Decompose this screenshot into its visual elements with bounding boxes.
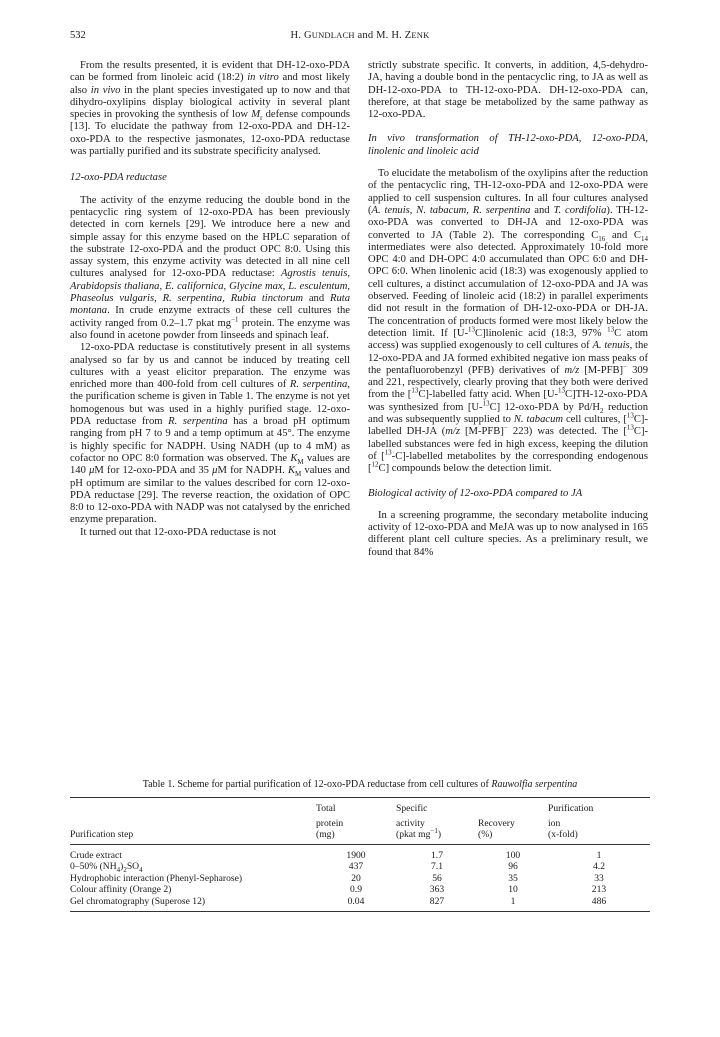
table-cell: 437 — [348, 861, 364, 872]
table-cell: 7.1 — [431, 861, 443, 872]
table-cell: 96 — [508, 861, 518, 872]
running-header — [70, 30, 650, 46]
table-cell: 35 — [508, 872, 518, 884]
table-row — [70, 844, 650, 861]
table-header-cell — [478, 798, 548, 818]
table-cell: 1 — [596, 849, 602, 861]
table-row — [70, 861, 650, 873]
paragraph: It turned out that 12-oxo-PDA reductase is not — [80, 526, 277, 538]
section-heading: 12-oxo-PDA reductase — [70, 172, 167, 184]
table-row — [70, 884, 650, 896]
paragraph: strictly substrate specific. It converts, in addition, 4,5-dehydro-JA, having a double bond in the pentacyclic ring, to JA as well as DH-12-oxo-PDA to TH-12-oxo-PDA. DH-12-oxo-PDA can, therefore, at that stage be metabolized by the same pathway as 12-oxo-PDA. — [368, 60, 648, 121]
table-cell: 33 — [594, 872, 604, 884]
table-cell: 363 — [429, 884, 445, 895]
left-column — [70, 60, 350, 539]
purification-table: Total Specific Purification protein activity Recovery ion Purification step (mg) (pkat $mg^{-1}$) (%) (x-fold) Crude extract 1900 1.7 100 1 0–50% $(NH_4)_2SO_4$ 437 7.1 96 4.2 Hydrophobic interaction (Phenyl-Sepharose) 20 56 35 33 Colour affinity (Orange 2) 0.9 363 10 213 Gel chromatography (Superose 12) 0.04 827 1 486 — [70, 797, 650, 912]
right-column — [368, 60, 648, 559]
table-header-cell — [70, 798, 316, 818]
table-cell: 827 — [396, 896, 478, 912]
author-text: ENK — [411, 30, 430, 40]
table-cell: 20 — [351, 872, 361, 884]
paragraph: To elucidate the metabolism of the oxylipins after the reduction of the pentacyclic ring, TH-12-oxo-PDA and 12-oxo-PDA were applied to cell suspension cultures. In all four cultures analysed (A. tenuis, N. tabacum, R. serpentina and T. cordifolia). TH-12-oxo-PDA was converted to DH-JA and 12-oxo-PDA was converted to JA (Table 2). The corresponding $C_{16}$ and $C_{14}$ intermediates were also detected. Approximately 10-fold more OPC 4:0 and DH-OPC 4:0 accumulated than OPC 6:0 and DH-OPC 6:0. When linolenic acid (18:3) was exogenously applied to cell cultures, a distinct accumulation of 12-oxo-PDA and JA was observed. Feeding of linoleic acid (18:2) in parallel experiments did not result in the formation of DH-12-oxo-PDA or DH-JA. The concentration of products formed were most likely below the detection limit. If [U-$^{13}$C]linolenic acid (18:3, 97% $^{13}$C atom access) was supplied exogenously to cell cultures of A. tenuis, the 12-oxo-PDA and JA formed exhibited negative ion mass peaks of the pentafluorobenzyl (PFB) derivatives of m/z [M-PFB]− 309 and 221, respectively, clearly proving that they both were derived from the [$^{13}$C]-labelled fatty acid. When [U-$^{13}$C]TH-12-oxo-PDA was synthesized from [U-$^{13}$C] 12-oxo-PDA by $Pd/H_2$ reduction and was subsequently supplied to N. tabacum cell cultures, [$^{13}$C]-labelled DH-JA (m/z [M-PFB]− 223) was detected. The [$^{13}$C]-labelled substances were fed in high excess, keeping the dilution of [$^{13}$-C]-labelled metabolites by the corresponding endogenous [$^{12}$C] compounds below the detection limit. — [368, 168, 649, 475]
table-cell: 1900 — [346, 849, 366, 861]
table-cell-step: Gel chromatography (Superose 12) — [70, 896, 316, 912]
paragraph: In a screening programme, the secondary metabolite inducing activity of 12-oxo-PDA and MeJA was up to now analysed in 165 different plant cell culture species. As a preliminary result, we found that 84% — [368, 509, 648, 558]
table-cell-step: 0–50% $(NH_4)_2SO_4$ — [70, 861, 143, 874]
table-cell: 1.7 — [431, 849, 443, 861]
table-caption: Table 1. Scheme for partial purification of 12-oxo-PDA reductase from cell cultures of Rauwolfia serpentina — [142, 779, 578, 790]
table-cell: 10 — [508, 884, 518, 895]
author-text: H. G — [290, 30, 312, 41]
section-heading: In vivo transformation of TH-12-oxo-PDA, 12-oxo-PDA, linolenic and linoleic acid — [368, 133, 648, 157]
paragraph: From the results presented, it is evident that DH-12-oxo-PDA can be formed from linoleic acid (18:2) in vitro and most likely also in vivo in the plant species investigated up to now and that dihydro-oxylipins display biological activity in several plant species in provoking the synthesis of low $M_r$ defense compounds [13]. To elucidate the pathway from 12-oxo-PDA and DH-12-oxo-PDA to the respective jasmonates, 12-oxo-PDA reductase was partially purified and its substrate specificity analysed. — [70, 60, 350, 158]
table-cell: 1 — [478, 896, 548, 912]
table-cell: 56 — [432, 872, 442, 884]
table-cell-step: Colour affinity (Orange 2) — [70, 884, 172, 895]
table-header-cell: Purification — [548, 798, 650, 818]
table-row — [70, 896, 650, 912]
paragraph: 12-oxo-PDA reductase is constitutively present in all systems analysed so far by us and cannot be induced by treating cell cultures with a yeast elicitor preparation. The enzyme was enriched more than 400-fold from cell cultures of R. serpentina, the purification scheme is given in Table 1. The enzyme is not yet homogenous but was used in a highly purified stage. 12-oxo-PDA reductase from R. serpentina has a broad pH optimum ranging from pH 7 to 9 and a temp optimum at 45°. The enzyme is highly specific for NADPH. Using NADH (up to 4 mM) as cofactor no OPC 8:0 formation was observed. The $K_M$ values are 140 μM for 12-oxo-PDA and 35 μM for NADPH. $K_M$ values and pH optimum are similar to the values described for corn 12-oxo-PDA reductase [29]. The reverse reaction, the oxidation of OPC 8:0 to 12-oxo-PDA with NADP was not catalysed by the enriched enzyme preparation. — [70, 342, 351, 526]
table-cell-step: Hydrophobic interaction (Phenyl-Sepharose) — [70, 872, 243, 884]
paragraph: The activity of the enzyme reducing the double bond in the pentacyclic ring system of 12-oxo-PDA has been previously detected in corn kernels [29]. We introduce here a new and simple assay for this enzyme based on the HPLC separation of the substrate 12-oxo-PDA and the product OPC 8:0. Using this assay system, this enzyme activity was detected in all nine cell cultures analysed for 12-oxo-PDA reductase: Agrostis tenuis, Arabidopsis thaliana, E. californica, Glycine max, L. esculentum, Phaseolus vulgaris, R. serpentina, Rubia tinctorum and Ruta montana. In crude enzyme extracts of these cell cultures the activity ranged from 0.2–1.7 pkat $mg^{-1}$ protein. The enzyme was also found in acetone powder from linseeds and spinach leaf. — [70, 194, 350, 341]
table-cell: 100 — [505, 849, 521, 861]
author-text: and M. H. Z — [354, 30, 412, 41]
table-cell: 213 — [591, 884, 607, 895]
table-header-cell: Total — [316, 798, 396, 818]
table-cell: 0.9 — [350, 884, 362, 895]
table-row — [70, 873, 650, 885]
table-header-step: Purification step — [70, 829, 316, 844]
section-heading: Biological activity of 12-oxo-PDA compared to JA — [368, 487, 583, 499]
table-cell: 486 — [548, 896, 650, 912]
table-cell: 0.04 — [316, 896, 396, 912]
table-cell-step: Crude extract — [70, 849, 122, 861]
table-cell: 4.2 — [593, 861, 605, 872]
running-title — [70, 30, 650, 41]
author-text: UNDLACH — [311, 30, 355, 40]
page-number: 532 — [70, 30, 86, 41]
table-header-cell: Specific — [396, 798, 478, 818]
